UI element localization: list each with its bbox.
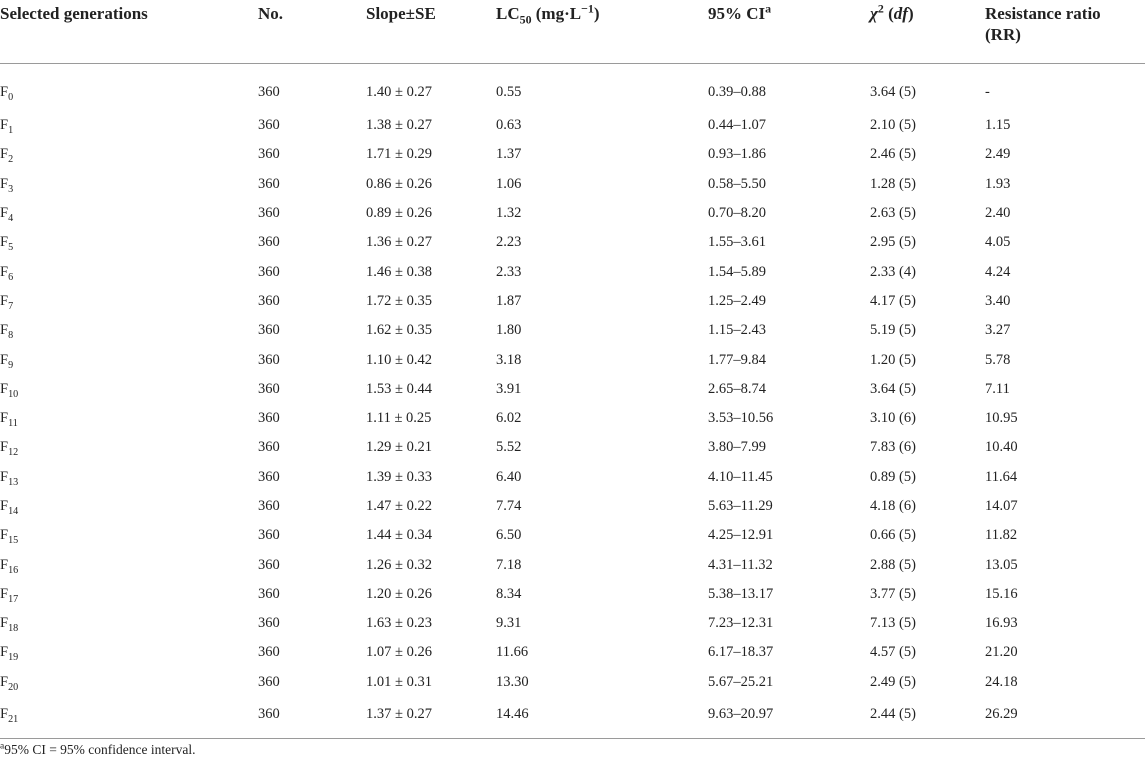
- generation-letter: F: [0, 527, 9, 544]
- table-row: [0, 550, 1145, 579]
- cell-slope: 1.46 ± 0.38: [366, 263, 432, 280]
- table-row: [0, 316, 1145, 345]
- table-row: [0, 580, 1145, 609]
- cell-slope: 1.29 ± 0.21: [366, 439, 432, 456]
- generation-letter: F: [0, 146, 9, 163]
- cell-generation: [0, 228, 258, 257]
- generation-letter: F: [0, 351, 9, 368]
- cell-chi-square: 1.20 (5): [870, 351, 916, 368]
- generation-letter: F: [0, 585, 9, 602]
- table-row: [0, 521, 1145, 550]
- cell-ci: 6.17–18.37: [708, 644, 774, 661]
- cell-ci: 2.65–8.74: [708, 380, 766, 397]
- cell-slope: 0.86 ± 0.26: [366, 175, 432, 192]
- generation-letter: F: [0, 556, 9, 573]
- header-generation: [0, 0, 258, 64]
- generation-number: 11: [8, 418, 18, 429]
- cell-lc50: 3.91: [496, 380, 522, 397]
- cell-no: 360: [258, 322, 280, 339]
- cell-lc50: 1.32: [496, 205, 522, 222]
- cell-lc50: 0.55: [496, 84, 522, 100]
- cell-generation: [0, 287, 258, 316]
- header-chi-symbol: χ: [870, 4, 878, 23]
- cell-resistance-ratio: 16.93: [985, 615, 1018, 632]
- cell-ci: 0.70–8.20: [708, 205, 766, 222]
- cell-no: 360: [258, 175, 280, 192]
- cell-no: 360: [258, 644, 280, 661]
- cell-chi-square: 2.10 (5): [870, 117, 916, 134]
- generation-number: 17: [8, 593, 19, 605]
- table-row: [0, 257, 1145, 286]
- cell-no: 360: [258, 146, 280, 163]
- cell-chi-square: 2.44 (5): [870, 697, 985, 739]
- header-ci-footnote-mark: a: [765, 1, 772, 16]
- cell-chi-square: 3.10 (6): [870, 410, 916, 427]
- cell-no: 360: [258, 439, 280, 456]
- generation-letter: F: [0, 292, 9, 309]
- cell-resistance-ratio: 10.95: [985, 410, 1018, 427]
- cell-no: 360: [258, 468, 280, 485]
- cell-resistance-ratio: 7.11: [985, 380, 1010, 397]
- cell-generation: [0, 111, 258, 140]
- table-row: [0, 433, 1145, 462]
- cell-chi-square: 2.49 (5): [870, 673, 916, 690]
- cell-resistance-ratio: 3.40: [985, 292, 1011, 309]
- header-slope: [366, 0, 496, 64]
- cell-slope: 1.40 ± 0.27: [366, 84, 432, 100]
- cell-chi-square: 7.83 (6): [870, 439, 916, 456]
- generation-letter: F: [0, 439, 9, 456]
- generation-number: 13: [8, 476, 19, 488]
- cell-generation: [0, 668, 258, 697]
- cell-slope: 1.39 ± 0.33: [366, 468, 432, 485]
- cell-resistance-ratio: 15.16: [985, 585, 1018, 602]
- cell-resistance-ratio: 1.93: [985, 175, 1011, 192]
- cell-chi-square: 4.17 (5): [870, 292, 916, 309]
- cell-slope: 1.53 ± 0.44: [366, 380, 432, 397]
- header-ci: [708, 0, 870, 64]
- cell-resistance-ratio: 2.49: [985, 146, 1011, 163]
- cell-chi-square: 1.28 (5): [870, 175, 916, 192]
- header-chi-square: [870, 0, 985, 64]
- cell-ci: 3.53–10.56: [708, 410, 774, 427]
- generation-letter: F: [0, 615, 9, 632]
- cell-no: 360: [258, 292, 280, 309]
- cell-ci: 0.58–5.50: [708, 175, 766, 192]
- table-row: [0, 199, 1145, 228]
- cell-generation: [0, 463, 258, 492]
- cell-generation: [0, 521, 258, 550]
- table-row: [0, 287, 1145, 316]
- cell-ci: 0.93–1.86: [708, 146, 766, 163]
- cell-chi-square: 4.57 (5): [870, 644, 916, 661]
- cell-lc50: 11.66: [496, 644, 529, 661]
- cell-no: 360: [258, 673, 280, 690]
- header-lc50-unit-close: ): [593, 4, 600, 23]
- cell-resistance-ratio: 4.05: [985, 234, 1011, 251]
- cell-chi-square: 0.66 (5): [870, 527, 916, 544]
- generation-letter: F: [0, 644, 9, 661]
- generation-letter: F: [0, 410, 9, 427]
- cell-lc50: 2.23: [496, 234, 522, 251]
- generation-number: 10: [8, 388, 19, 400]
- generation-letter: F: [0, 84, 9, 100]
- table-row: [0, 668, 1145, 697]
- cell-chi-square: 0.89 (5): [870, 468, 916, 485]
- generation-number: 3: [8, 183, 14, 195]
- cell-resistance-ratio: 11.82: [985, 527, 1018, 544]
- table-row: [0, 170, 1145, 199]
- table-row: [0, 609, 1145, 638]
- generation-letter: F: [0, 205, 9, 222]
- cell-generation: [0, 345, 258, 374]
- cell-no: 360: [258, 697, 366, 739]
- cell-chi-square: 7.13 (5): [870, 615, 916, 632]
- header-resistance-ratio: [985, 0, 1145, 64]
- header-ci-label: 95% CI: [708, 4, 766, 23]
- cell-slope: 1.38 ± 0.27: [366, 117, 432, 134]
- generation-number: 18: [8, 623, 19, 635]
- cell-ci: 3.80–7.99: [708, 439, 766, 456]
- cell-slope: 0.89 ± 0.26: [366, 205, 432, 222]
- cell-chi-square: 2.88 (5): [870, 556, 916, 573]
- generation-number: 19: [8, 652, 19, 664]
- cell-slope: 1.37 ± 0.27: [366, 697, 496, 739]
- cell-resistance-ratio: -: [985, 84, 990, 100]
- generation-letter: F: [0, 322, 9, 339]
- cell-slope: 1.20 ± 0.26: [366, 585, 432, 602]
- generation-letter: F: [0, 705, 9, 722]
- cell-lc50: 1.06: [496, 175, 522, 192]
- cell-no: 360: [258, 498, 280, 514]
- cell-ci: 0.39–0.88: [708, 84, 766, 100]
- cell-ci: 1.54–5.89: [708, 263, 766, 280]
- generation-number: 8: [8, 330, 14, 342]
- table-row: [0, 492, 1145, 521]
- header-chi-close: ): [907, 4, 914, 23]
- generation-number: 7: [8, 300, 14, 312]
- cell-no: 360: [258, 117, 280, 134]
- cell-lc50: 1.37: [496, 146, 522, 163]
- generation-letter: F: [0, 498, 9, 514]
- cell-generation: [0, 697, 258, 739]
- cell-generation: [0, 140, 258, 169]
- cell-chi-square: 3.64 (5): [870, 84, 916, 100]
- table-row: [0, 345, 1145, 374]
- cell-lc50: 9.31: [496, 615, 522, 632]
- generation-number: 4: [8, 212, 14, 224]
- generation-letter: F: [0, 380, 9, 397]
- cell-generation: [0, 638, 258, 667]
- cell-ci: 4.25–12.91: [708, 527, 774, 544]
- generation-number: 14: [8, 505, 19, 517]
- cell-ci: 0.44–1.07: [708, 117, 766, 134]
- generation-number: 20: [8, 681, 19, 693]
- cell-lc50: 0.63: [496, 117, 522, 134]
- cell-chi-square: 3.77 (5): [870, 585, 916, 602]
- cell-chi-square: 3.64 (5): [870, 380, 916, 397]
- table-row: [0, 140, 1145, 169]
- cell-ci: 1.25–2.49: [708, 292, 766, 309]
- cell-generation: [0, 64, 258, 112]
- cell-slope: 1.10 ± 0.42: [366, 351, 432, 368]
- cell-slope: 1.72 ± 0.35: [366, 292, 432, 309]
- generation-number: 1: [8, 125, 14, 137]
- cell-lc50: 6.02: [496, 410, 522, 427]
- table-row: [0, 375, 1145, 404]
- cell-generation: [0, 580, 258, 609]
- header-lc50: [496, 0, 708, 64]
- cell-lc50: 14.46: [496, 697, 708, 739]
- cell-ci: 9.63–20.97: [708, 697, 870, 739]
- generation-number: 12: [8, 447, 19, 459]
- cell-lc50: 1.80: [496, 322, 522, 339]
- header-lc50-main: LC: [496, 4, 520, 23]
- cell-ci: 5.67–25.21: [708, 673, 774, 690]
- cell-no: 360: [258, 615, 280, 632]
- table-row: [0, 64, 1145, 112]
- cell-chi-square: 4.18 (6): [870, 498, 916, 514]
- cell-slope: 1.47 ± 0.22: [366, 498, 432, 514]
- header-chi-sup: 2: [877, 1, 884, 16]
- cell-lc50: 6.50: [496, 527, 522, 544]
- cell-chi-square: 2.33 (4): [870, 263, 916, 280]
- header-no-label: No.: [258, 4, 284, 23]
- table-row: [0, 111, 1145, 140]
- cell-ci: 5.38–13.17: [708, 585, 774, 602]
- cell-generation: [0, 170, 258, 199]
- header-row: [0, 0, 1145, 64]
- header-rr-line2: (RR): [985, 25, 1021, 44]
- header-rr-line1: Resistance ratio: [985, 4, 1101, 23]
- cell-lc50: 8.34: [496, 585, 522, 602]
- cell-chi-square: 2.63 (5): [870, 205, 916, 222]
- cell-no: 360: [258, 527, 280, 544]
- cell-resistance-ratio: 21.20: [985, 644, 1018, 661]
- footnote-mark: a: [0, 741, 5, 752]
- header-chi-open: (: [883, 4, 894, 23]
- cell-lc50: 7.74: [496, 498, 522, 514]
- cell-lc50: 6.40: [496, 468, 522, 485]
- cell-ci: 4.10–11.45: [708, 468, 773, 485]
- cell-slope: 1.63 ± 0.23: [366, 615, 432, 632]
- table-footnote: [0, 742, 196, 758]
- table-row: [0, 404, 1145, 433]
- cell-chi-square: 2.46 (5): [870, 146, 916, 163]
- cell-slope: 1.26 ± 0.32: [366, 556, 432, 573]
- table-header: [0, 0, 1145, 64]
- header-generation-label: Selected generations: [0, 4, 148, 23]
- cell-no: 360: [258, 380, 280, 397]
- cell-resistance-ratio: 1.15: [985, 117, 1011, 134]
- cell-slope: 1.07 ± 0.26: [366, 644, 432, 661]
- cell-generation: [0, 257, 258, 286]
- header-lc50-unit: (mg·L: [531, 4, 582, 23]
- cell-resistance-ratio: 13.05: [985, 556, 1018, 573]
- generation-number: 5: [8, 242, 14, 254]
- cell-slope: 1.71 ± 0.29: [366, 146, 432, 163]
- cell-no: 360: [258, 84, 280, 100]
- generation-number: 0: [8, 91, 14, 103]
- header-chi-df: df: [893, 4, 908, 23]
- cell-generation: [0, 433, 258, 462]
- cell-resistance-ratio: 3.27: [985, 322, 1011, 339]
- cell-no: 360: [258, 205, 280, 222]
- cell-no: 360: [258, 351, 280, 368]
- cell-generation: [0, 375, 258, 404]
- header-lc50-unit-sup: −1: [581, 1, 594, 16]
- table-row: [0, 228, 1145, 257]
- cell-slope: 1.62 ± 0.35: [366, 322, 432, 339]
- cell-resistance-ratio: 2.40: [985, 205, 1011, 222]
- cell-ci: 1.77–9.84: [708, 351, 766, 368]
- cell-no: 360: [258, 263, 280, 280]
- header-lc50-sub: 50: [519, 12, 532, 27]
- cell-resistance-ratio: 14.07: [985, 498, 1018, 514]
- cell-resistance-ratio: 5.78: [985, 351, 1011, 368]
- table-row: [0, 697, 1145, 739]
- cell-no: 360: [258, 410, 280, 427]
- cell-slope: 1.01 ± 0.31: [366, 673, 432, 690]
- header-no: [258, 0, 366, 64]
- cell-generation: [0, 316, 258, 345]
- cell-generation: [0, 404, 258, 433]
- cell-resistance-ratio: 11.64: [985, 468, 1018, 485]
- cell-generation: [0, 199, 258, 228]
- generation-letter: F: [0, 234, 9, 251]
- cell-ci: 1.55–3.61: [708, 234, 766, 251]
- cell-generation: [0, 550, 258, 579]
- cell-lc50: 13.30: [496, 673, 529, 690]
- cell-slope: 1.36 ± 0.27: [366, 234, 432, 251]
- cell-resistance-ratio: 4.24: [985, 263, 1011, 280]
- generation-letter: F: [0, 673, 9, 690]
- cell-ci: 1.15–2.43: [708, 322, 766, 339]
- table-body: [0, 64, 1145, 739]
- cell-lc50: 2.33: [496, 263, 522, 280]
- cell-resistance-ratio: 10.40: [985, 439, 1018, 456]
- generation-letter: F: [0, 468, 9, 485]
- header-slope-label: Slope±SE: [366, 4, 436, 23]
- generation-number: 21: [8, 713, 19, 725]
- generation-number: 6: [8, 271, 14, 283]
- cell-ci: 7.23–12.31: [708, 615, 774, 632]
- cell-chi-square: 2.95 (5): [870, 234, 916, 251]
- generation-letter: F: [0, 263, 9, 280]
- cell-generation: [0, 609, 258, 638]
- cell-slope: 1.11 ± 0.25: [366, 410, 432, 427]
- cell-ci: 4.31–11.32: [708, 556, 773, 573]
- cell-generation: [0, 492, 258, 521]
- cell-no: 360: [258, 585, 280, 602]
- table-row: [0, 638, 1145, 667]
- cell-lc50: 1.87: [496, 292, 522, 309]
- cell-resistance-ratio: 26.29: [985, 697, 1145, 739]
- cell-no: 360: [258, 234, 280, 251]
- cell-chi-square: 5.19 (5): [870, 322, 916, 339]
- cell-ci: 5.63–11.29: [708, 498, 773, 514]
- cell-lc50: 5.52: [496, 439, 522, 456]
- generation-number: 2: [8, 154, 14, 166]
- cell-lc50: 7.18: [496, 556, 522, 573]
- footnote-text: 95% CI = 95% confidence interval.: [4, 742, 196, 757]
- generation-number: 9: [8, 359, 14, 371]
- cell-resistance-ratio: 24.18: [985, 673, 1018, 690]
- generation-letter: F: [0, 175, 9, 192]
- generation-number: 15: [8, 535, 19, 547]
- generation-letter: F: [0, 117, 9, 134]
- table-row: [0, 463, 1145, 492]
- cell-slope: 1.44 ± 0.34: [366, 527, 432, 544]
- cell-no: 360: [258, 556, 280, 573]
- generation-number: 16: [8, 564, 19, 576]
- cell-lc50: 3.18: [496, 351, 522, 368]
